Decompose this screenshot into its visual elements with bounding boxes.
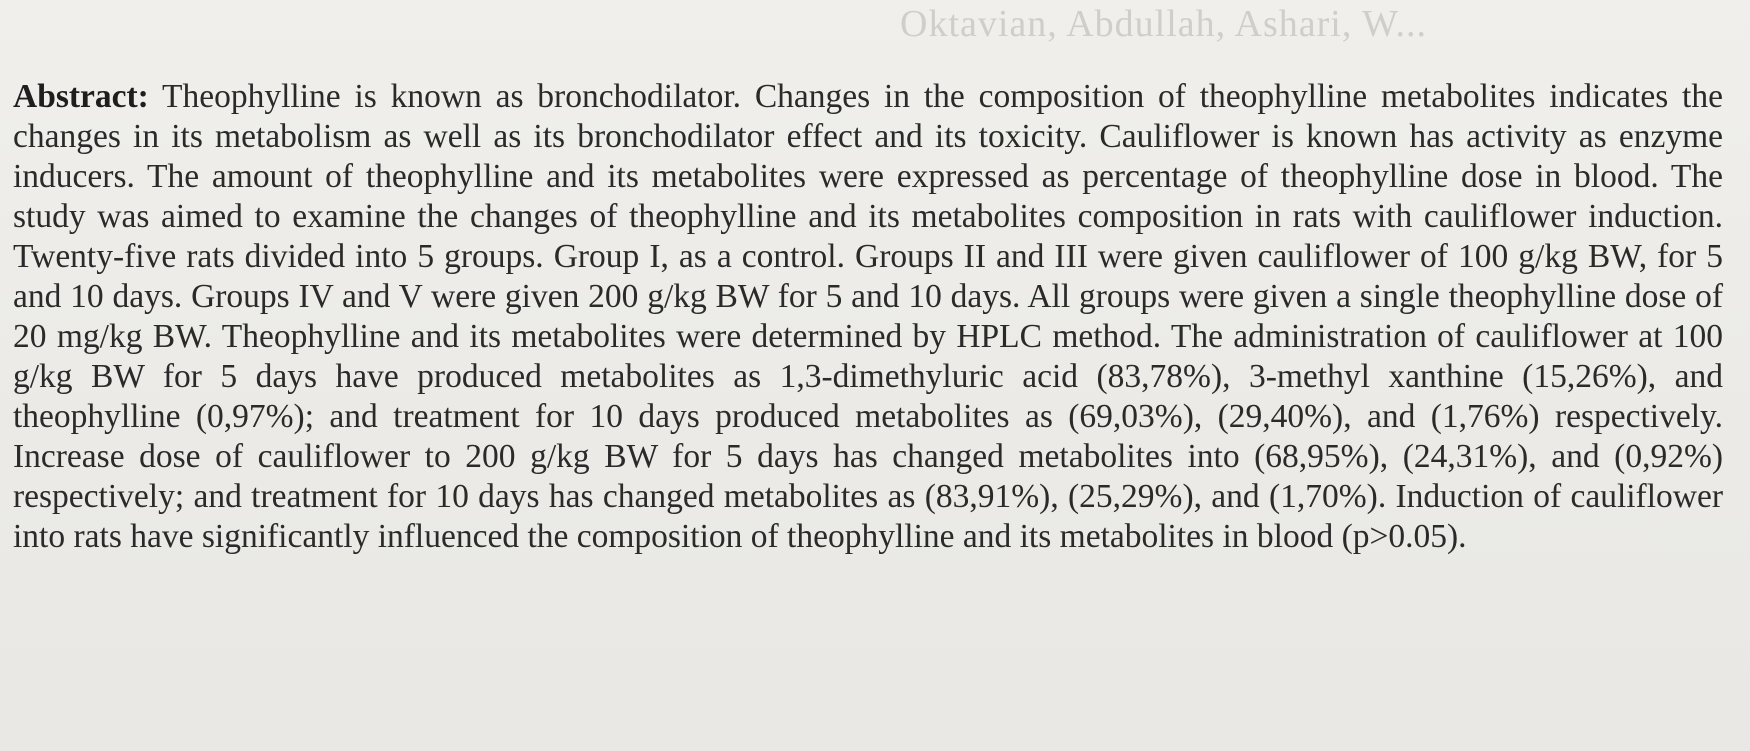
abstract-text: Theophylline is known as bronchodilator. Changes in the composition of theophylline metabolites indicates the changes in its metabolism as well as its bronchodilator effect and its toxicity. Cauliflower is known has activity as enzyme inducers. The amount of theophylline and its metabolites were expressed as percentage of theophylline dose in blood. The study was aimed to examine the changes of theophylline and its metabolites composition in rats with cauliflower induction. Twenty-five rats divided into 5 groups. Group I, as a control. Groups II and III were given cauliflower of 100 g/kg BW, for 5 and 10 days. Groups IV and V were given 200 g/kg BW for 5 and 10 days. All groups were given a single theophylline dose of 20 mg/kg BW. Theophylline and its metabolites were determined by HPLC method. The administration of cauliflower at 100 g/kg BW for 5 days have produced metabolites as 1,3-dimethyluric acid (83,78%), 3-methyl xanthine (15,26%), and theophylline (0,97%); and treatment for 10 days produced metabolites as (69,03%), (29,40%), and (1,76%) respectively. Increase dose of cauliflower to 200 g/kg BW for 5 days has changed metabolites into (68,95%), (24,31%), and (0,92%) respectively; and treatment for 10 days has changed metabolites as (83,91%), (25,29%), and (1,70%). Induction of cauliflower into rats have significantly influenced the composition of theophylline and its metabolites in blood (p>0.05). [13,77,1723,555]
abstract-label: Abstract: [13,77,149,115]
abstract-paragraph [13,77,1723,557]
bleed-through-header: Oktavian, Abdullah, Ashari, W... [900,3,1428,45]
